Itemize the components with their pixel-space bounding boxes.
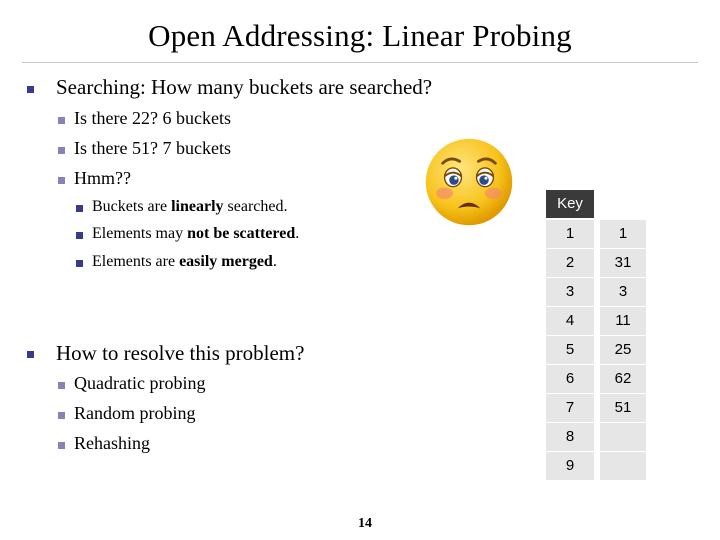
table-index-cell: 2 <box>546 249 594 277</box>
bullet-marker <box>58 177 65 184</box>
bullet-marker <box>27 86 34 93</box>
subitem-text: Buckets are <box>92 198 172 215</box>
bullet-marker <box>58 117 65 124</box>
resolve-item: Quadratic probing <box>74 373 206 393</box>
page-number: 14 <box>358 516 372 531</box>
table-value-cell: 51 <box>600 394 646 422</box>
table-index-cell: 5 <box>546 336 594 364</box>
table-value-cell: 31 <box>600 249 646 277</box>
bullet-marker <box>27 351 34 358</box>
table-value-cell: 62 <box>600 365 646 393</box>
table-value-cell: 3 <box>600 278 646 306</box>
table-index-cell: 8 <box>546 423 594 451</box>
subitem-text: Elements are <box>92 253 180 270</box>
search-subitem <box>92 198 287 216</box>
table-index-cell: 6 <box>546 365 594 393</box>
search-item: Hmm?? <box>74 168 131 188</box>
table-index-cell: 9 <box>546 452 594 480</box>
search-item: Is there 22? 6 buckets <box>74 108 231 128</box>
subitem-text: . <box>295 225 300 242</box>
slide-title: Open Addressing: Linear Probing <box>148 18 572 53</box>
resolve-item: Random probing <box>74 403 196 423</box>
bullet-marker <box>58 147 65 154</box>
resolve-heading: How to resolve this problem? <box>56 341 305 365</box>
subitem-text: . <box>272 253 277 270</box>
bullet-marker <box>58 382 65 389</box>
search-subitem <box>92 225 299 243</box>
subitem-text: searched. <box>223 198 288 215</box>
subitem-emphasis: easily merged <box>179 253 273 270</box>
subitem-emphasis: linearly <box>171 198 224 215</box>
search-subitem <box>92 253 277 271</box>
bullet-marker <box>58 412 65 419</box>
table-index-cell: 4 <box>546 307 594 335</box>
bullet-marker <box>76 205 83 212</box>
search-heading: Searching: How many buckets are searched? <box>56 75 433 99</box>
table-index-cell: 3 <box>546 278 594 306</box>
table-index-cell: 1 <box>546 220 594 248</box>
subitem-text: Elements may <box>92 225 188 242</box>
worried-face-icon <box>422 135 516 229</box>
resolve-item: Rehashing <box>74 433 150 453</box>
search-item: Is there 51? 7 buckets <box>74 138 231 158</box>
bullet-marker <box>58 442 65 449</box>
table-index-cell: 7 <box>546 394 594 422</box>
table-value-cell: 1 <box>600 220 646 248</box>
table-value-cell: 11 <box>600 307 646 335</box>
table-value-cell <box>600 452 646 480</box>
table-header: Key <box>546 190 594 218</box>
bullet-marker <box>76 260 83 267</box>
table-value-cell <box>600 423 646 451</box>
table-value-cell: 25 <box>600 336 646 364</box>
subitem-emphasis: not be scattered <box>187 225 296 242</box>
title-divider <box>22 62 698 63</box>
bullet-marker <box>76 232 83 239</box>
